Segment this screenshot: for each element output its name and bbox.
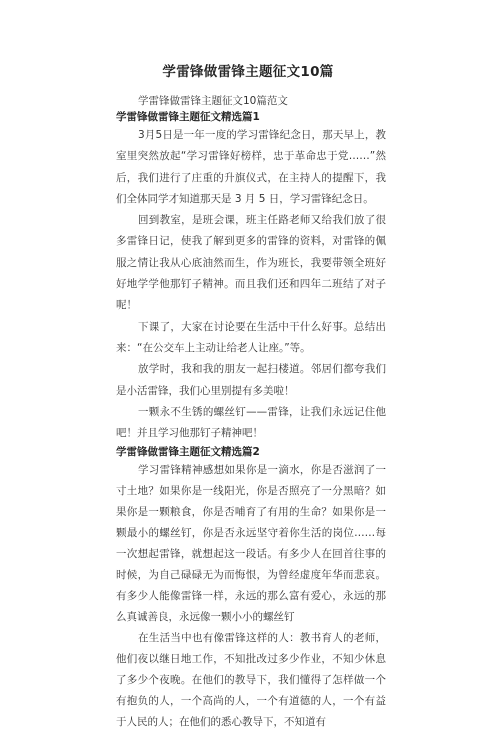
section-heading: 学雷锋做雷锋主题征文精选篇1 <box>116 111 260 123</box>
paragraph: 学习雷锋精神感想如果你是一滴水，你是否滋润了一寸土地？如果你是一线阳光，你是否照亮了一分黑暗？如果你是一颗粮食，你是否哺育了有用的生命？如果你是一颗最小的螺丝钉，你是否永远坚守着你生活的岗位……每一次想起雷锋，就想起这一段话。有多少人在回首往事的时候，为自己碌碌无为而悔恨，为曾经虚度年华而悲哀。有多少人能像雷锋一样，永远的那么富有爱心，永远的那么真诚善良，永远像一颗小小的螺丝钉 <box>116 464 386 624</box>
paragraph: 回到教室，是班会课，班主任路老师又给我们放了很多雷锋日记，使我了解到更多的雷锋的资料，对雷锋的佩服之情让我从心底油然而生，作为班长，我要带领全班好好地学学他那钉子精神。而且我们还和四年二班结了对子呢！ <box>116 214 386 312</box>
paragraph: 在生活当中也有像雷锋这样的人：教书育人的老师，他们夜以继日地工作，不知批改过多少作业，不知少休息了多少个夜晚。在他们的教导下，我们懂得了怎样做一个有抱负的人，一个高尚的人，一个有道德的人，一个有益于人民的人；在他们的悉心教导下，不知道有 <box>116 632 386 729</box>
paragraph: 3月5日是一年一度的学习雷锋纪念日，那天早上，教室里突然放起“学习雷锋好榜样，忠于革命忠于党……”然后，我们进行了庄重的升旗仪式，在主持人的提醒下，我们全体同学才知道那天是 3 月 5 日，学习雷锋纪念日。 <box>116 129 386 205</box>
document-subtitle: 学雷锋做雷锋主题征文10篇范文 <box>138 95 288 107</box>
document-body <box>116 94 386 733</box>
section-heading: 学雷锋做雷锋主题征文精选篇2 <box>116 446 260 459</box>
paragraph: 下课了，大家在讨论要在生活中干什么好事。总结出来：“在公交车上主动让给老人让座。”等。 <box>116 320 386 354</box>
paragraph: 放学时，我和我的朋友一起扫楼道。邻居们都夸我们是小活雷锋，我们心里别提有多美啦！ <box>116 363 386 397</box>
paragraph: 一颗永不生锈的螺丝钉——雷锋，让我们永远记住他吧！并且学习他那钉子精神吧！ <box>116 405 386 440</box>
document-title: 学雷锋做雷锋主题征文10篇 <box>162 64 334 80</box>
